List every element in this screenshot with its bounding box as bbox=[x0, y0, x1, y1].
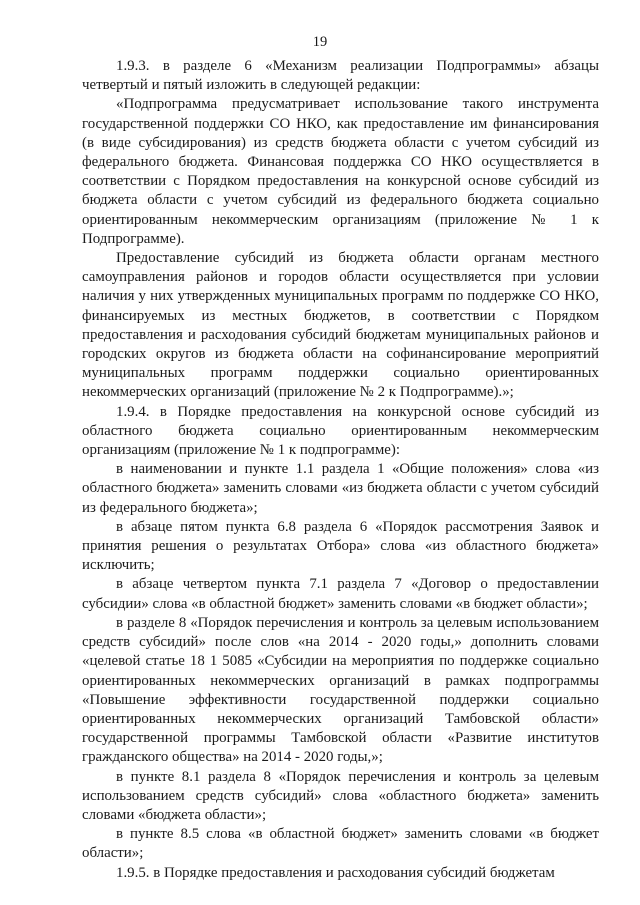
paragraph-amendment-6-8: в абзаце пятом пункта 6.8 раздела 6 «Порядок рассмотрения Заявок и принятия решения о результатах Отбора» слова «из областного бюджета» исключить; bbox=[82, 518, 599, 574]
paragraph-amendment-8-1: в пункте 8.1 раздела 8 «Порядок перечисления и контроль за целевым использованием средств субсидий» слова «областного бюджета» заменить словами «бюджета области»; bbox=[82, 768, 599, 823]
paragraph-amendment-section-8: в разделе 8 «Порядок перечисления и контроль за целевым использованием средств субсидий» после слов «на 2014 - 2020 годы,» дополнить словами «целевой статье 18 1 5085 «Субсидии на мероприятия по поддержке социально ориентированных некоммерческих организаций в рамках подпрограммы «Повышение эффективности государственной поддержки социально ориентированных некоммерческих организаций Тамбовской области» государственной программы Тамбовской области «Развитие институтов гражданского общества» на 2014 - 2020 годы,»; bbox=[82, 614, 599, 766]
paragraph-1-9-3: 1.9.3. в разделе 6 «Механизм реализации Подпрограммы» абзацы четвертый и пятый изложить в следующей редакции: bbox=[82, 58, 599, 94]
page-number: 19 bbox=[312, 34, 328, 50]
paragraph-quoted-subprogram-support: «Подпрограмма предусматривает использование такого инструмента государственной поддержки СО НКО, как предоставление им финансирования (в виде субсидирования) из средств бюджета области с учетом субсидий из федерального бюджета. Финансовая поддержка СО НКО осуществляется в соответствии с Порядком предоставления на конкурсной основе субсидий из бюджета области с учетом субсидий из федерального бюджета социально ориентированным некоммерческим организациям (приложение № 1 к Подпрограмме). bbox=[82, 96, 599, 247]
paragraph-amendment-8-5: в пункте 8.5 слова «в областной бюджет» заменить словами «в бюджет области»; bbox=[82, 826, 599, 862]
paragraph-quoted-local-subsidies: Предоставление субсидий из бюджета области органам местного самоуправления районов и городов области осуществляется при условии наличия у них утвержденных муниципальных программ по поддержке СО НКО, финансируемых из местных бюджетов, в соответствии с Порядком предоставления и расходования субсидий бюджетам муниципальных районов и городских округов из бюджета области на софинансирование мероприятий муниципальных программ поддержки социально ориентированных некоммерческих организаций (приложение № 2 к Подпрограмме).»; bbox=[82, 250, 599, 401]
paragraph-1-9-5: 1.9.5. в Порядке предоставления и расходования субсидий бюджетам bbox=[116, 864, 555, 881]
document-body bbox=[82, 57, 599, 883]
paragraph-amendment-title-1-1: в наименовании и пункте 1.1 раздела 1 «Общие положения» слова «из областного бюджета» заменить словами «из бюджета области с учетом субсидий из федерального бюджета»; bbox=[82, 461, 599, 516]
paragraph-1-9-4: 1.9.4. в Порядке предоставления на конкурсной основе субсидий из областного бюджета социально ориентированным некоммерческим организациям (приложение № 1 к подпрограмме): bbox=[82, 403, 599, 459]
paragraph-amendment-7-1: в абзаце четвертом пункта 7.1 раздела 7 «Договор о предоставлении субсидии» слова «в областной бюджет» заменить словами «в бюджет области»; bbox=[82, 576, 599, 612]
